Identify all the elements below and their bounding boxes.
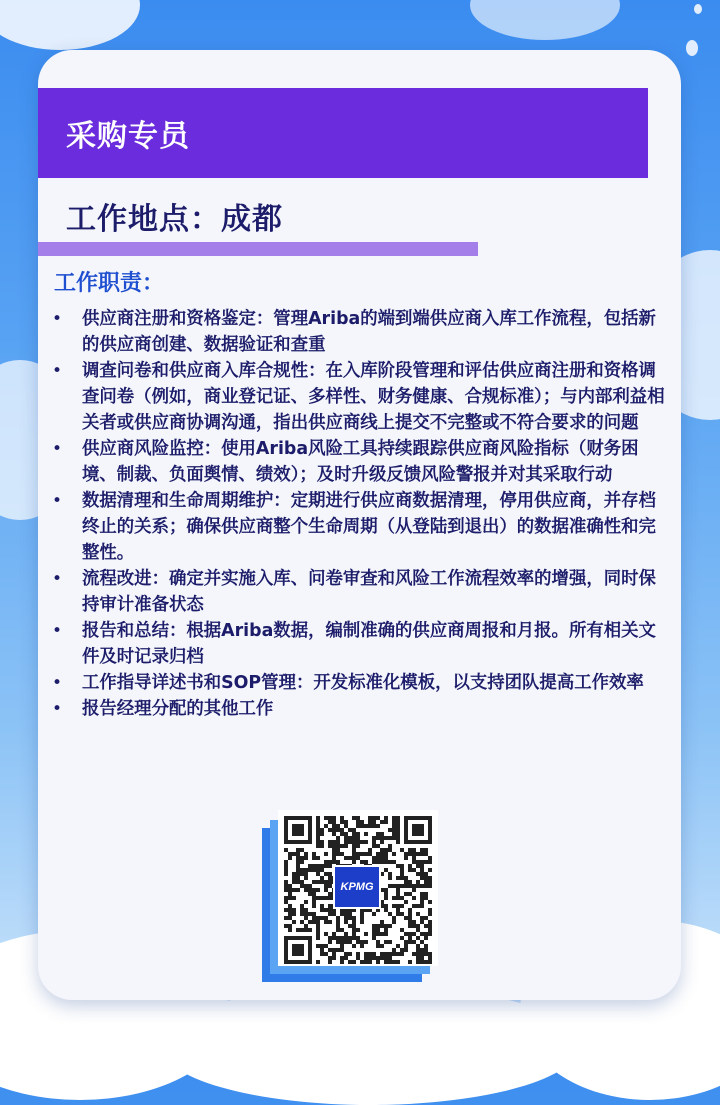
duty-text: 报告和总结：根据Ariba数据，编制准确的供应商周报和月报。所有相关文件及时记录归档 [82,621,656,667]
title-bar [38,88,648,178]
bullet-icon: • [52,699,63,719]
list-item [52,696,672,722]
duties-list [52,306,672,722]
list-item [52,358,672,436]
duty-text: 数据清理和生命周期维护：定期进行供应商数据清理，停用供应商，并存档终止的关系；确保供应商整个生命周期（从登陆到退出）的数据准确性和完整性。 [82,491,656,563]
list-item [52,566,672,618]
background-cloud [0,0,140,50]
job-title: 采购专员 [66,119,190,154]
list-item [52,306,672,358]
duty-text: 报告经理分配的其他工作 [82,699,274,719]
bullet-icon: • [52,569,63,589]
kpmg-logo [333,865,381,909]
duty-text: 调查问卷和供应商入库合规性：在入库阶段管理和评估供应商注册和资格调查问卷（例如，商业登记证、多样性、财务健康、合规标准）；与内部利益相关者或供应商协调沟通，指出供应商线上提交不完整或不符合要求的问题 [82,361,665,433]
bullet-icon: • [52,439,63,459]
bullet-icon: • [52,621,63,641]
list-item [52,488,672,566]
bullet-icon: • [52,673,63,693]
job-location: 工作地点：成都 [66,202,283,237]
kpmg-logo-text: KPMG [340,881,374,893]
bullet-icon: • [52,309,63,329]
background-cloud [470,0,620,40]
background-cloud [160,985,580,1105]
background-droplet [686,40,698,56]
background-droplet [694,4,702,14]
list-item [52,436,672,488]
duty-text: 供应商风险监控：使用Ariba风险工具持续跟踪供应商风险指标（财务困境、制裁、负面舆情、绩效）；及时升级反馈风险警报并对其采取行动 [82,439,639,485]
list-item [52,670,672,696]
duties-heading: 工作职责： [54,271,165,296]
list-item [52,618,672,670]
bullet-icon: • [52,361,63,381]
bullet-icon: • [52,491,63,511]
duty-text: 流程改进：确定并实施入库、问卷审查和风险工作流程效率的增强，同时保持审计准备状态 [82,569,656,615]
duty-text: 工作指导详述书和SOP管理：开发标准化模板，以支持团队提高工作效率 [82,673,644,693]
duty-text: 供应商注册和资格鉴定：管理Ariba的端到端供应商入库工作流程，包括新的供应商创建、数据验证和查重 [82,309,656,355]
location-underline [38,242,478,256]
